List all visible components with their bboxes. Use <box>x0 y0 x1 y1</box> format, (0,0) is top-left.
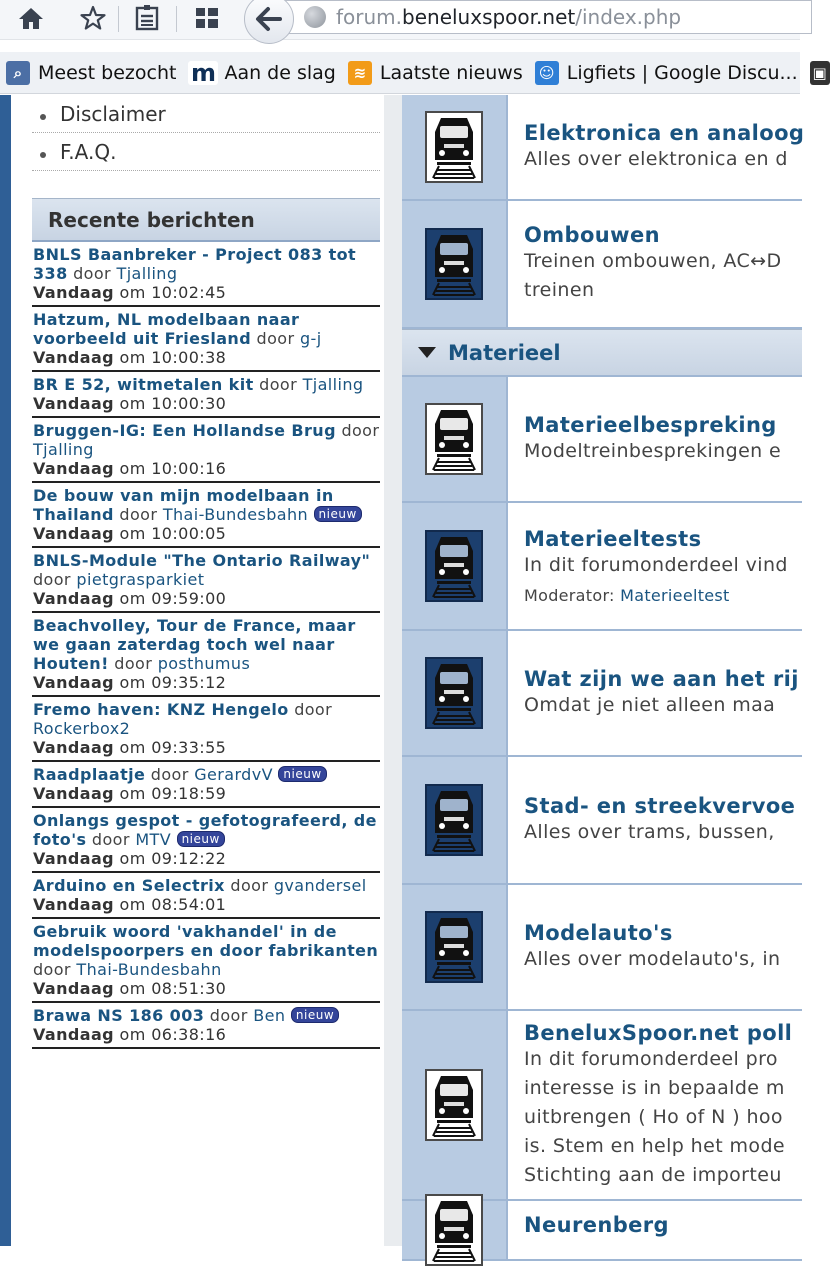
bookmark-laatste-nieuws[interactable]: ≋ Laatste nieuws <box>348 61 523 85</box>
post-time: 08:51:30 <box>151 979 227 998</box>
board-index <box>402 95 805 1261</box>
board-description: Alles over elektronica en d <box>524 147 788 170</box>
post-day: Vandaag <box>33 589 114 608</box>
post-timestamp <box>33 895 380 914</box>
post-timestamp <box>33 673 380 692</box>
reading-list-icon[interactable] <box>130 0 164 36</box>
post-day: Vandaag <box>33 394 114 413</box>
bookmark-page-icon: ⌕ <box>6 61 30 85</box>
board-row <box>402 885 802 1011</box>
category-header-materieel[interactable]: Materieel <box>402 329 802 377</box>
post-by-label: door <box>119 505 158 524</box>
new-badge[interactable]: nieuw <box>291 1007 339 1023</box>
board-row <box>402 631 802 757</box>
board-link[interactable]: Modelauto's <box>524 920 673 945</box>
post-time: 09:33:55 <box>151 738 227 757</box>
collapse-triangle-icon[interactable] <box>418 347 436 358</box>
post-time: 10:00:16 <box>151 459 227 478</box>
recent-post-item <box>32 372 380 418</box>
post-at-label: om <box>119 738 146 757</box>
board-moderator <box>524 586 802 605</box>
board-link[interactable]: BeneluxSpoor.net poll <box>524 1020 793 1045</box>
post-title-link[interactable]: Hatzum, NL modelbaan naar voorbeeld uit Friesland <box>33 310 300 348</box>
apps-grid-icon[interactable] <box>190 0 224 36</box>
board-info <box>508 95 804 199</box>
bookmark-train[interactable] <box>810 61 838 85</box>
post-time: 10:02:45 <box>151 283 227 302</box>
board-link[interactable]: Stad- en streekvervoe <box>524 793 796 818</box>
m-logo-icon: m <box>188 61 218 85</box>
board-train-icon <box>425 1194 483 1266</box>
post-title-link[interactable]: BNLS-Module "The Ontario Railway" <box>33 551 371 570</box>
board-info <box>508 1201 802 1259</box>
board-info <box>508 885 802 1009</box>
post-by-label: door <box>259 375 298 394</box>
board-link[interactable]: Wat zijn we aan het rij <box>524 666 799 691</box>
sidebar <box>32 95 380 1049</box>
post-at-label: om <box>119 673 146 692</box>
board-link[interactable]: Neurenberg <box>524 1213 669 1237</box>
post-day: Vandaag <box>33 738 114 757</box>
board-icon-cell <box>402 1011 508 1199</box>
board-train-icon <box>425 403 483 475</box>
board-train-icon <box>425 911 483 983</box>
moderator-label: Moderator: <box>524 586 615 605</box>
board-info <box>508 201 802 327</box>
post-at-label: om <box>119 979 146 998</box>
post-by-label: door <box>150 765 189 784</box>
new-badge[interactable]: nieuw <box>314 506 362 522</box>
board-icon-cell <box>402 757 508 883</box>
post-time: 08:54:01 <box>151 895 227 914</box>
board-row <box>402 1201 802 1261</box>
post-timestamp <box>33 283 380 302</box>
post-at-label: om <box>119 784 146 803</box>
board-icon-cell <box>402 503 508 629</box>
post-by-label: door <box>33 960 71 979</box>
post-timestamp <box>33 524 380 543</box>
google-groups-icon: ☺ <box>535 61 559 85</box>
post-author-link[interactable]: g-j <box>299 329 322 348</box>
post-timestamp <box>33 348 380 367</box>
board-description: Stichting aan de importeu <box>524 1163 782 1186</box>
board-train-icon <box>425 111 483 183</box>
post-timestamp <box>33 849 380 868</box>
board-row <box>402 201 802 329</box>
post-day: Vandaag <box>33 849 114 868</box>
post-time: 09:12:22 <box>151 849 227 868</box>
recent-post-item <box>32 762 380 808</box>
post-by-label: door <box>294 700 333 719</box>
bookmark-meest-bezocht[interactable]: ⌕ Meest bezocht <box>6 61 176 85</box>
recent-post-item <box>32 548 380 613</box>
post-author-link[interactable]: GerardvV <box>194 765 273 784</box>
board-info <box>508 377 802 501</box>
board-description: Modeltreinbesprekingen e <box>524 439 782 462</box>
board-info <box>508 503 802 629</box>
post-author-link[interactable]: Tjalling <box>302 375 364 394</box>
recent-post-item <box>32 1003 380 1049</box>
post-author-link[interactable]: Rockerbox2 <box>33 719 131 738</box>
home-icon[interactable] <box>14 0 48 36</box>
new-badge[interactable]: nieuw <box>177 831 225 847</box>
board-description: Alles over trams, bussen, <box>524 820 775 843</box>
column-divider <box>384 95 403 1246</box>
post-title-link[interactable]: Onlangs gespot - gefotografeerd, de foto's <box>33 811 377 849</box>
recent-post-item <box>32 483 380 548</box>
new-badge[interactable]: nieuw <box>278 766 326 782</box>
board-info <box>508 757 802 883</box>
recent-post-item <box>32 873 380 919</box>
board-train-icon <box>425 784 483 856</box>
board-description: Treinen ombouwen, AC↔D <box>524 250 782 272</box>
post-at-label: om <box>119 589 146 608</box>
bullet-icon <box>40 152 46 158</box>
post-time: 09:18:59 <box>151 784 227 803</box>
post-time: 10:00:38 <box>151 348 227 367</box>
page-left-border <box>0 95 11 1246</box>
post-title-link[interactable]: BNLS Baanbreker - Project 083 tot 338 <box>33 245 357 283</box>
forum-page <box>0 95 805 1246</box>
bullet-icon <box>40 114 46 120</box>
recent-post-item <box>32 307 380 372</box>
recent-post-item <box>32 919 380 1003</box>
moderator-link[interactable]: Materieeltest <box>620 586 730 605</box>
post-title-link[interactable]: Bruggen-IG: Een Hollandse Brug <box>33 421 336 440</box>
board-description: is. Stem en help het mode <box>524 1134 785 1157</box>
board-row <box>402 757 802 885</box>
post-title-link[interactable]: Gebruik woord 'vakhandel' in de modelspoorpers en door fabrikanten <box>33 922 379 960</box>
board-rows-top <box>402 95 805 329</box>
board-link[interactable]: Elektronica en analoog <box>524 120 805 145</box>
bookmark-aan-de-slag[interactable]: m Aan de slag <box>188 61 335 85</box>
bookmark-star-icon[interactable] <box>76 0 110 36</box>
board-description: In dit forumonderdeel vind <box>524 554 788 576</box>
post-author-link[interactable]: Tjalling <box>116 264 178 283</box>
board-description: Alles over modelauto's, in <box>524 947 781 970</box>
post-author-link[interactable]: pietgrasparkiet <box>76 570 205 589</box>
board-icon-cell <box>402 885 508 1009</box>
board-train-icon <box>425 657 483 729</box>
post-timestamp <box>33 738 380 757</box>
board-icon-cell <box>402 1201 508 1259</box>
board-icon-cell <box>402 201 508 327</box>
post-author-link[interactable]: Ben <box>253 1006 286 1025</box>
post-by-label: door <box>209 1006 248 1025</box>
post-day: Vandaag <box>33 283 114 302</box>
post-day: Vandaag <box>33 784 114 803</box>
board-icon-cell <box>402 95 508 199</box>
url-bar[interactable] <box>282 0 812 34</box>
post-title-link[interactable]: Raadplaatje <box>33 765 146 784</box>
board-icon-cell <box>402 377 508 501</box>
post-author-link[interactable]: Thai-Bundesbahn <box>162 505 309 524</box>
rss-icon: ≋ <box>348 61 372 85</box>
menu-item-disclaimer[interactable]: Disclaimer <box>32 95 380 133</box>
post-by-label: door <box>341 421 380 440</box>
globe-icon <box>304 6 326 28</box>
post-day: Vandaag <box>33 673 114 692</box>
post-time: 10:00:05 <box>151 524 227 543</box>
recent-post-item <box>32 242 380 307</box>
post-author-link[interactable]: gvandersel <box>273 876 367 895</box>
recent-post-item <box>32 808 380 873</box>
post-time: 06:38:16 <box>151 1025 227 1044</box>
post-day: Vandaag <box>33 459 114 478</box>
board-info <box>508 1011 802 1199</box>
post-timestamp <box>33 589 380 608</box>
menu-item-faq[interactable]: F.A.Q. <box>32 133 380 171</box>
post-day: Vandaag <box>33 524 114 543</box>
bookmarks-bar <box>0 52 827 94</box>
post-time: 09:59:00 <box>151 589 227 608</box>
post-day: Vandaag <box>33 979 114 998</box>
post-by-label: door <box>230 876 269 895</box>
post-title-link[interactable]: BR E 52, witmetalen kit <box>33 375 254 394</box>
recent-posts-header: Recente berichten <box>32 198 380 242</box>
post-day: Vandaag <box>33 1025 114 1044</box>
post-title-link[interactable]: Fremo haven: KNZ Hengelo <box>33 700 289 719</box>
post-at-label: om <box>119 524 146 543</box>
post-at-label: om <box>119 459 146 478</box>
post-at-label: om <box>119 348 146 367</box>
board-icon-cell <box>402 631 508 755</box>
post-at-label: om <box>119 394 146 413</box>
post-day: Vandaag <box>33 895 114 914</box>
post-at-label: om <box>119 283 146 302</box>
recent-post-item <box>32 697 380 762</box>
board-description: Omdat je niet alleen maa <box>524 693 776 716</box>
post-time: 09:35:12 <box>151 673 227 692</box>
recent-posts-list <box>32 242 380 1049</box>
board-link[interactable]: Materieelbespreking <box>524 412 777 437</box>
browser-toolbar <box>0 0 800 40</box>
post-title-link[interactable]: Brawa NS 186 003 <box>33 1006 205 1025</box>
post-title-link[interactable]: Arduino en Selectrix <box>33 876 225 895</box>
board-description: interesse is in bepaalde m <box>524 1076 785 1099</box>
board-train-icon <box>425 228 483 300</box>
post-at-label: om <box>119 1025 146 1044</box>
post-by-label: door <box>33 570 71 589</box>
post-timestamp <box>33 784 380 803</box>
board-row <box>402 377 802 503</box>
train-icon: ▣ <box>810 61 830 85</box>
post-by-label: door <box>114 654 153 673</box>
back-button[interactable] <box>244 0 294 44</box>
post-author-link[interactable]: posthumus <box>157 654 251 673</box>
board-link[interactable]: Materieeltests <box>524 527 702 551</box>
post-timestamp <box>33 394 380 413</box>
board-description: treinen <box>524 279 595 301</box>
board-train-icon <box>425 1069 483 1141</box>
post-day: Vandaag <box>33 348 114 367</box>
board-info <box>508 631 802 755</box>
recent-post-item <box>32 613 380 697</box>
post-by-label: door <box>91 830 130 849</box>
url-text: forum.beneluxspoor.net/index.php <box>336 5 682 29</box>
post-title-link[interactable]: De bouw van mijn modelbaan in Thailand <box>33 486 334 524</box>
back-arrow-icon <box>256 7 282 31</box>
post-author-link[interactable]: Thai-Bundesbahn <box>76 960 222 979</box>
bookmark-ligfiets[interactable]: ☺ Ligfiets | Google Discu... <box>535 61 798 85</box>
post-timestamp <box>33 459 380 478</box>
post-by-label: door <box>256 329 295 348</box>
post-author-link[interactable]: Tjalling <box>33 440 94 459</box>
board-train-icon <box>425 530 483 602</box>
post-author-link[interactable]: MTV <box>135 830 172 849</box>
board-link[interactable]: Ombouwen <box>524 223 660 247</box>
post-title-link[interactable]: Beachvolley, Tour de France, maar we gaan zaterdag toch wel naar Houten! <box>33 616 356 673</box>
recent-post-item <box>32 418 380 483</box>
board-description: In dit forumonderdeel pro <box>524 1047 778 1070</box>
board-description: uitbrengen ( Ho of N ) hoo <box>524 1105 783 1128</box>
post-at-label: om <box>119 849 146 868</box>
board-rows-materieel <box>402 377 802 1261</box>
post-timestamp <box>33 1025 380 1044</box>
board-row <box>402 95 805 201</box>
post-by-label: door <box>73 264 112 283</box>
post-at-label: om <box>119 895 146 914</box>
post-timestamp <box>33 979 380 998</box>
post-time: 10:00:30 <box>151 394 227 413</box>
board-row <box>402 1011 802 1201</box>
board-row <box>402 503 802 631</box>
